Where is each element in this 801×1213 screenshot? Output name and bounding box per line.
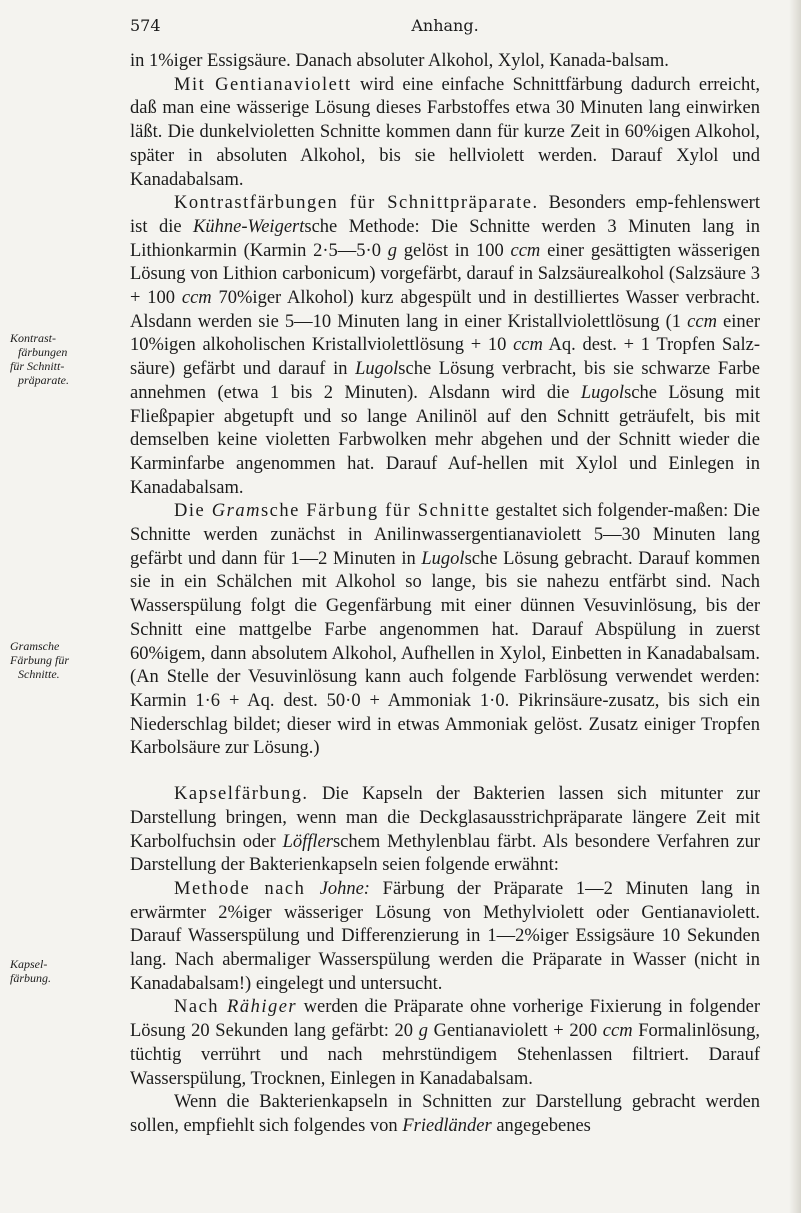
paragraph-lead: Nach <box>174 997 228 1018</box>
paragraph-text: Formalinlösung, tüchtig verrührt und nach mehrstündigem Stehenlassen filtriert. Darauf Wasserspülung, Trocknen, Einlegen in Kanadabalsam. <box>130 1021 761 1089</box>
paragraph-text: Besonders emp-fehlenswert ist die <box>130 193 760 237</box>
margin-note-line: färbungen <box>18 345 68 359</box>
paragraph-text: Gentianaviolett + 200 <box>427 1021 603 1042</box>
author-name: Lugol <box>355 359 399 380</box>
margin-note-gram <box>10 639 122 681</box>
running-head: Anhang. <box>411 16 479 35</box>
margin-note-line: färbung. <box>10 971 52 985</box>
paragraph-text: Wenn die Bakterienkapseln in Schnitten zur Darstellung gebracht werden sollen, empfiehlt sich folgendes von <box>130 1092 760 1136</box>
paragraph-text: werden die Präparate ohne vorherige Fixierung in folgender Lösung 20 Sekunden lang gefärbt: 20 <box>130 997 760 1042</box>
author-name: Löffler <box>282 831 333 852</box>
paragraph-text: wird eine einfache Schnittfärbung dadurch erreicht, daß man eine wässerige Lösung dieses Farbstoffes etwa 30 Minuten lang einwirken läßt. Die dunkelvioletten Schnitte kommen dann für kurze Zeit in 60%igen Alkohol, später in absoluten Alkohol, bis sie hellviolett werden. Darauf Xylol und Kanadabalsam. <box>130 74 761 190</box>
unit: ccm <box>513 335 543 356</box>
paragraph-text: einer gesättigten wässerigen Lösung von Lithion carbonicum) vorgefärbt, darauf in Salzsäurealkohol (Salzsäure 3 + 100 <box>130 240 760 309</box>
paragraph-text: sche Methode: Die Schnitte werden 3 Minuten lang in Lithionkarmin (Karmin 2·5—5·0 <box>130 216 760 261</box>
paragraph <box>130 996 760 1091</box>
paragraph <box>130 500 760 761</box>
paragraph-text: sche Lösung gebracht. Darauf kommen sie in ein Schälchen mit Alkohol so lange, bis sie nahezu entfärbt sind. Nach Wasserspülung folgt die Gegenfärbung mit einer dünnen Vesuvinlösung, bis der Schnitt eine mattgelbe Farbe angenommen hat. Darauf Abspülung in zuerst 60%igem, dann absolutem Alkohol, Aufhellen in Xylol, Einbetten in Kanadabalsam. (An Stelle der Vesuvinlösung kann auch folgende Farblösung verwendet werden: Karmin 1·6 + Aq. dest. 50·0 + Ammoniak 1·0. Pikrinsäure-zusatz, bis sich ein Niederschlag bildet; dieser wird in etwas Ammoniak gelöst. Zusatz einiger Tropfen Karbolsäure zur Lösung.) <box>130 548 761 759</box>
margin-note-kontrast <box>10 331 122 387</box>
unit: ccm <box>687 311 717 332</box>
author-name: Friedländer <box>402 1115 492 1136</box>
margin-note-line: präparate. <box>18 373 69 387</box>
margin-note-line: für Schnitt- <box>10 359 65 373</box>
paragraph-text: sche Lösung verbracht, bis sie schwarze Farbe annehmen (etwa 1 bis 2 Minuten). Alsdann wird die <box>130 359 760 403</box>
author-name: Lugol <box>580 382 625 403</box>
paragraph-lead: sche Färbung für Schnitte <box>260 501 491 522</box>
margin-note-line: Schnitte. <box>18 667 60 681</box>
paragraph-text: schem Methylenblau färbt. Als besondere Verfahren zur Darstellung der Bakterienkapseln seien folgende erwähnt: <box>130 831 760 876</box>
paragraph-lead: Kontrastfärbungen für Schnittpräparate. <box>174 193 539 214</box>
page-edge-shadow <box>789 0 801 1213</box>
paragraph <box>130 1091 760 1138</box>
unit: ccm <box>602 1021 633 1042</box>
unit: ccm <box>181 288 212 309</box>
paragraph-text: in 1%iger Essigsäure. Danach absoluter Alkohol, Xylol, Kanada-balsam. <box>130 51 669 71</box>
unit: g <box>387 240 397 261</box>
margin-note-line: Färbung für <box>10 653 70 667</box>
author-name: Rähiger <box>227 997 298 1018</box>
paragraph-text: 70%iger Alkohol) kurz abgespült und in destilliertes Wasser verbracht. Alsdann werden sie 5—10 Minuten lang in einer Kristallviolettlösung (1 <box>130 288 760 332</box>
paragraph <box>130 878 760 997</box>
paragraph-text: angegebenes <box>491 1115 591 1136</box>
margin-note-line: Kapsel- <box>10 957 48 971</box>
author-name: Kühne-Weigert <box>193 216 305 237</box>
paragraph-lead: Methode nach <box>174 878 320 899</box>
margin-note-line: Kontrast- <box>10 331 57 345</box>
page-body <box>130 50 760 1139</box>
paragraph-lead: Mit Gentianaviolett <box>174 74 352 95</box>
unit: ccm <box>510 240 541 261</box>
paragraph-text: einer 10%igen alkoholischen Kristallviolettlösung + 10 <box>130 311 760 356</box>
paragraph <box>130 783 760 878</box>
author-name: Johne: <box>319 878 370 899</box>
paragraph <box>130 74 760 193</box>
author-name: Lugol <box>421 548 465 569</box>
margin-note-kapsel <box>10 957 122 985</box>
page-number: 574 <box>130 16 161 35</box>
paragraph <box>130 50 760 74</box>
unit: g <box>418 1021 428 1042</box>
paragraph-text: gestaltet sich folgender-maßen: Die Schnitte werden zunächst in Anilinwassergentianaviolett 5—30 Minuten lang gefärbt und dann für 1—2 Minuten in <box>130 501 760 569</box>
paragraph-text: Färbung der Präparate 1—2 Minuten lang in erwärmter 2%iger wässeriger Lösung von Methylviolett oder Gentianaviolett. Darauf Wasserspülung und Differenzierung in 1—2%iger Essigsäure 10 Sekunden lang. Nach abermaliger Wasserspülung werden die Präparate in Wasser (nicht in Kanadabalsam!) eingelegt und untersucht. <box>130 878 760 994</box>
paragraph-text: gelöst in 100 <box>397 240 511 261</box>
margin-note-line: Gramsche <box>10 639 60 653</box>
page-header <box>130 14 760 38</box>
author-name: Gram <box>211 501 261 522</box>
paragraph-lead: Die <box>174 501 212 522</box>
paragraph <box>130 192 760 500</box>
paragraph-text: Die Kapseln der Bakterien lassen sich mitunter zur Darstellung bringen, wenn man die Deckglasausstrichpräparate längere Zeit mit Karbolfuchsin oder <box>130 784 760 852</box>
paragraph-text: sche Lösung mit Fließpapier abgetupft und so lange Anilinöl auf den Schnitt geträufelt, bis mit demselben keine violetten Farbwolken mehr abgehen und der Schnitt wieder die Karminfarbe angenommen hat. Darauf Auf-hellen mit Xylol und Einlegen in Kanadabalsam. <box>130 382 761 498</box>
paragraph-text: Aq. dest. + 1 Tropfen Salz-säure) gefärbt und darauf in <box>130 335 760 380</box>
paragraph-lead: Kapselfärbung. <box>174 784 309 805</box>
